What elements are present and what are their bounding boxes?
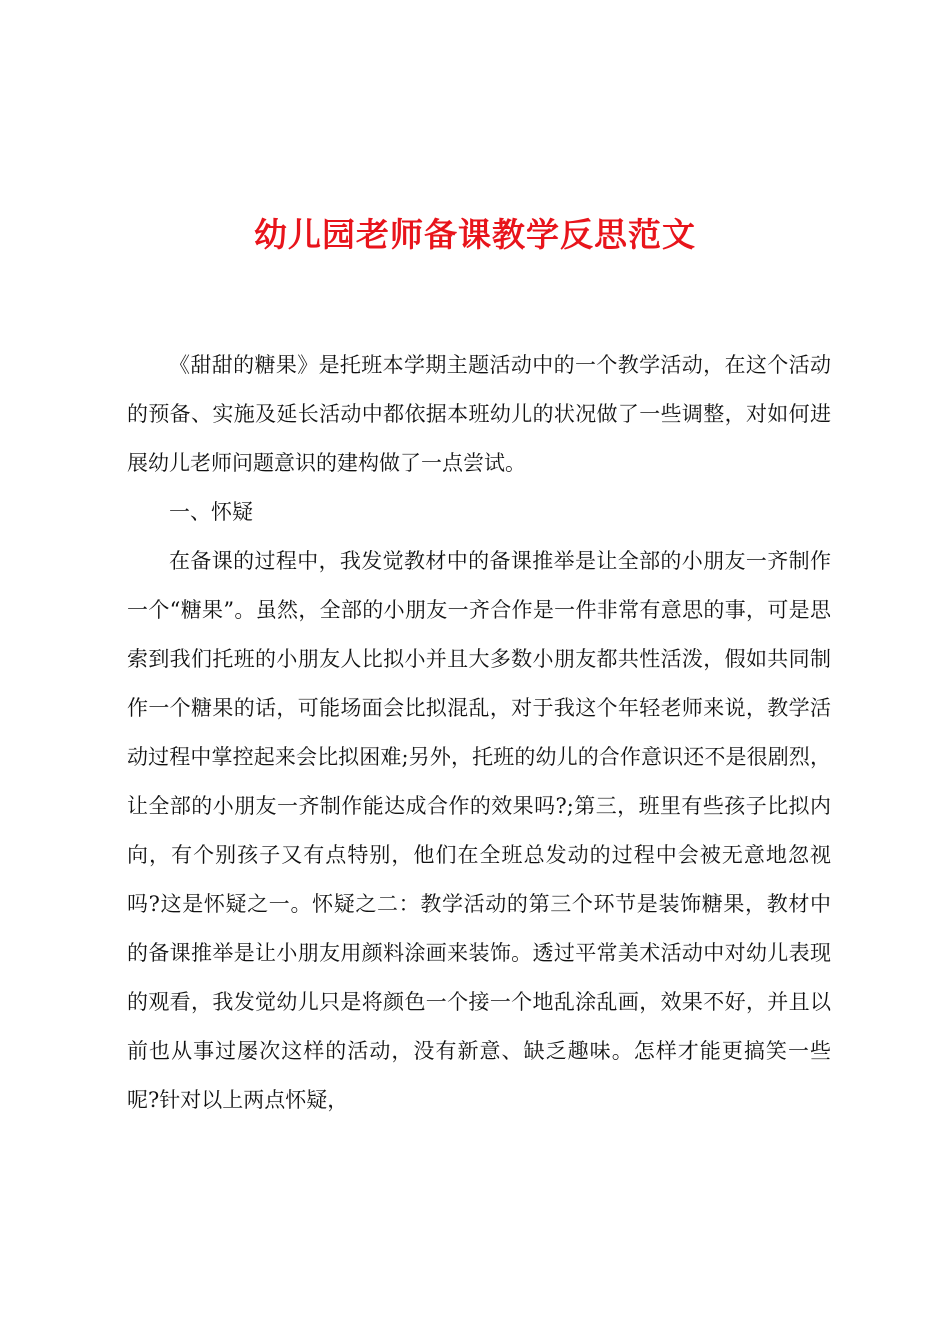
- paragraph-doubt: 在备课的过程中，我发觉教材中的备课推举是让全部的小朋友一齐制作一个“糖果”。虽然，全部的小朋友一齐合作是一件非常有意思的事，可是思索到我们托班的小朋友人比拟小并且大多数小朋友都共性活泼，假如共同制作一个糖果的话，可能场面会比拟混乱，对于我这个年轻老师来说，教学活动过程中掌控起来会比拟困难;另外，托班的幼儿的合作意识还不是很剧烈，让全部的小朋友一齐制作能达成合作的效果吗?;第三，班里有些孩子比拟内向，有个别孩子又有点特别，他们在全班总发动的过程中会被无意地忽视吗?这是怀疑之一。怀疑之二：教学活动的第三个环节是装饰糖果，教材中的备课推举是让小朋友用颜料涂画来装饰。透过平常美术活动中对幼儿表现的观看，我发觉幼儿只是将颜色一个接一个地乱涂乱画，效果不好，并且以前也从事过屡次这样的活动，没有新意、缺乏趣味。怎样才能更搞笑一些呢?针对以上两点怀疑，: [127, 549, 831, 1112]
- paragraph-intro: 《甜甜的糖果》是托班本学期主题活动中的一个教学活动，在这个活动的预备、实施及延长活动中都依据本班幼儿的状况做了一些调整，对如何进展幼儿老师问题意识的建构做了一点尝试。: [127, 353, 831, 475]
- document-body: [127, 341, 831, 1125]
- section-heading-doubt: 一、怀疑: [169, 500, 253, 524]
- document-title: 幼儿园老师备课教学反思范文: [254, 215, 696, 254]
